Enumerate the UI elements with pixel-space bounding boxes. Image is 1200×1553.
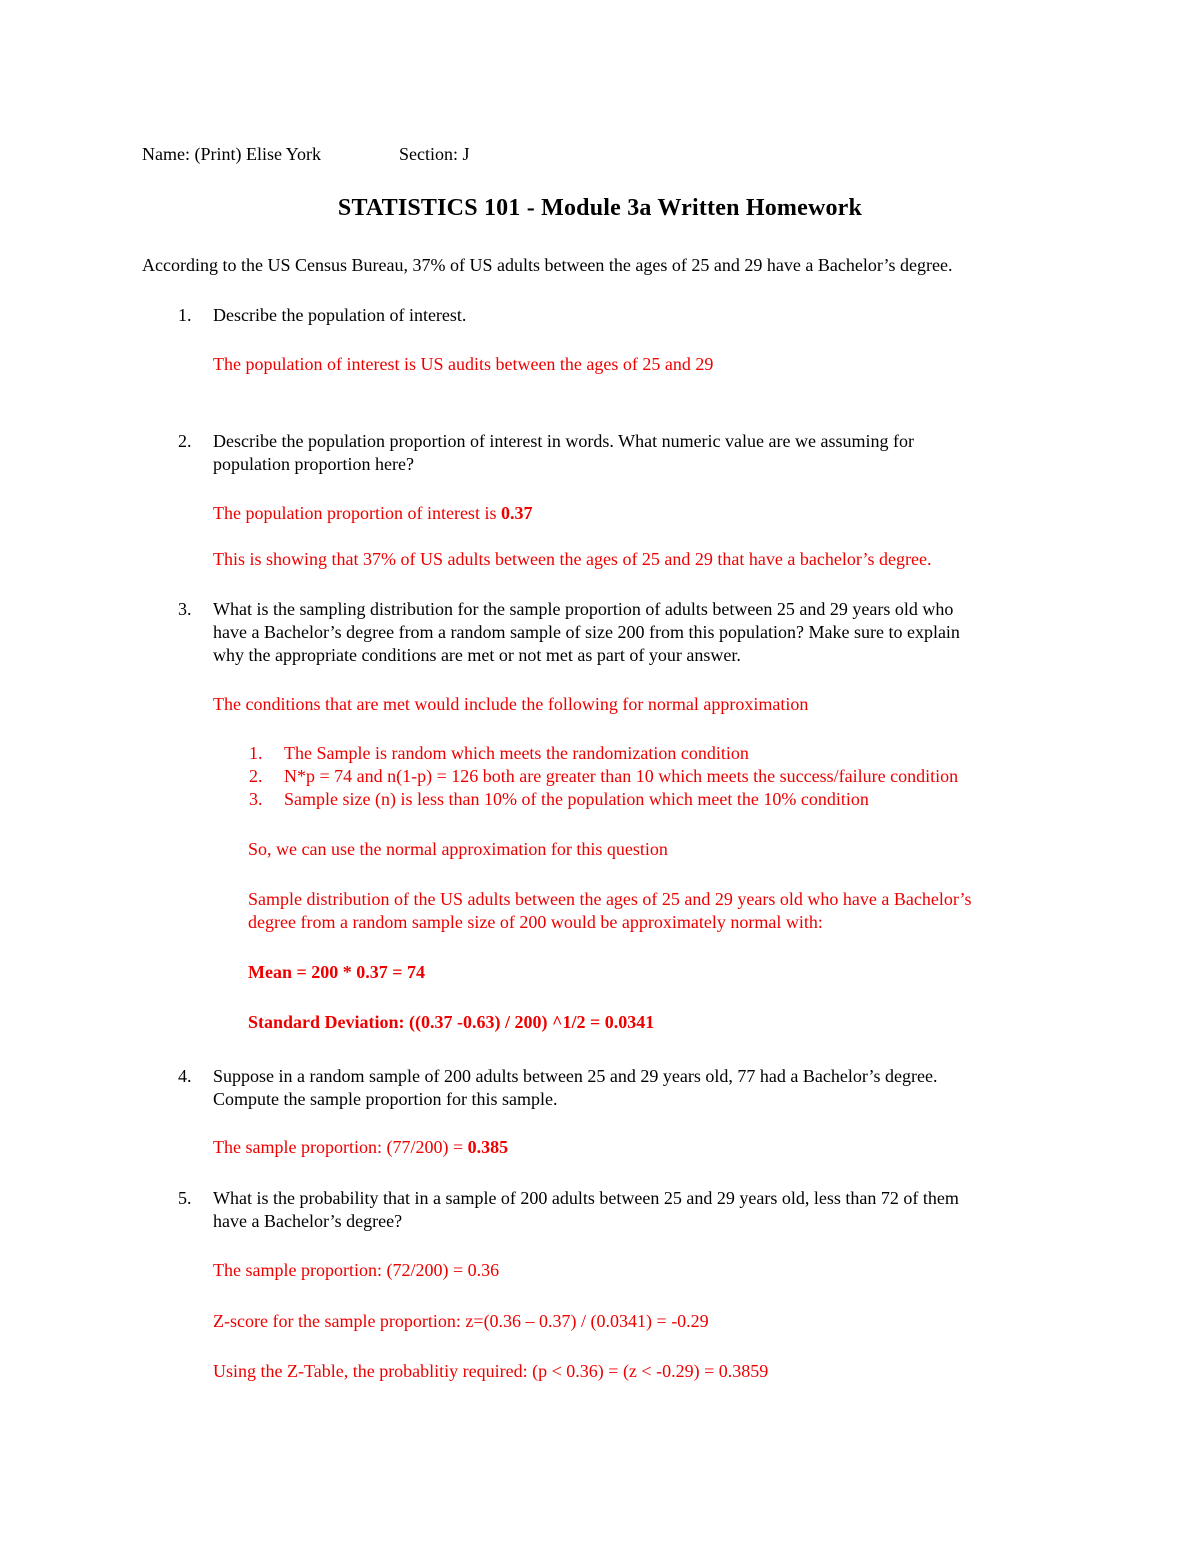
condition-number: 2. bbox=[249, 766, 263, 786]
answer-text: Using the Z-Table, the probablitiy required: (p < 0.36) = (z < -0.29) = 0.3859 bbox=[213, 1361, 769, 1381]
question-number: 3. bbox=[178, 599, 192, 619]
sd-formula: Standard Deviation: ((0.37 -0.63) / 200) ^1/2 = 0.0341 bbox=[248, 1012, 655, 1032]
condition-number: 3. bbox=[249, 789, 263, 809]
answer-text: degree from a random sample size of 200 would be approximately normal with: bbox=[248, 912, 823, 932]
mean-formula: Mean = 200 * 0.37 = 74 bbox=[248, 962, 426, 982]
question-text: What is the probability that in a sample of 200 adults between 25 and 29 years old, less than 72 of them bbox=[213, 1188, 959, 1208]
question-text: Describe the population proportion of interest in words. What numeric value are we assuming for bbox=[213, 431, 914, 451]
question-text: What is the sampling distribution for the sample proportion of adults between 25 and 29 years old who bbox=[213, 599, 954, 619]
question-text: why the appropriate conditions are met or not met as part of your answer. bbox=[213, 645, 741, 665]
question-text: Describe the population of interest. bbox=[213, 305, 467, 325]
answer-value: 0.385 bbox=[467, 1137, 509, 1157]
condition-number: 1. bbox=[249, 743, 263, 763]
question-number: 2. bbox=[178, 431, 192, 451]
answer-text: The conditions that are met would include the following for normal approximation bbox=[213, 694, 809, 714]
page-title: STATISTICS 101 - Module 3a Written Homework bbox=[337, 195, 863, 221]
answer-value: 0.37 bbox=[500, 503, 533, 523]
question-text: have a Bachelor’s degree from a random sample of size 200 from this population? Make sure to explain bbox=[213, 622, 960, 642]
question-text: Suppose in a random sample of 200 adults between 25 and 29 years old, 77 had a Bachelor’s degree. bbox=[213, 1066, 938, 1086]
answer-text: Sample distribution of the US adults between the ages of 25 and 29 years old who have a Bachelor’s bbox=[248, 889, 972, 909]
answer-text bbox=[213, 1136, 508, 1159]
condition-text: N*p = 74 and n(1-p) = 126 both are greater than 10 which meets the success/failure condition bbox=[284, 766, 959, 786]
answer-text: So, we can use the normal approximation for this question bbox=[248, 839, 668, 859]
question-number: 4. bbox=[178, 1066, 192, 1086]
answer-text: The population of interest is US audits between the ages of 25 and 29 bbox=[213, 354, 714, 374]
question-number: 1. bbox=[178, 305, 192, 325]
question-text: population proportion here? bbox=[213, 454, 414, 474]
condition-text: Sample size (n) is less than 10% of the population which meet the 10% condition bbox=[284, 789, 869, 809]
question-number: 5. bbox=[178, 1188, 192, 1208]
name-field: Name: (Print) Elise York bbox=[142, 144, 321, 164]
answer-text: The sample proportion: (72/200) = 0.36 bbox=[213, 1260, 500, 1280]
condition-text: The Sample is random which meets the randomization condition bbox=[284, 743, 749, 763]
intro-paragraph: According to the US Census Bureau, 37% of US adults between the ages of 25 and 29 have a Bachelor’s degree. bbox=[142, 255, 953, 275]
answer-prefix: The sample proportion: (77/200) = bbox=[213, 1137, 468, 1157]
question-text: Compute the sample proportion for this sample. bbox=[213, 1089, 558, 1109]
answer-text bbox=[213, 502, 532, 525]
answer-text: Z-score for the sample proportion: z=(0.36 – 0.37) / (0.0341) = -0.29 bbox=[213, 1311, 709, 1331]
answer-prefix: The population proportion of interest is bbox=[213, 503, 501, 523]
question-text: have a Bachelor’s degree? bbox=[213, 1211, 403, 1231]
section-field: Section: J bbox=[399, 144, 470, 164]
answer-text: This is showing that 37% of US adults between the ages of 25 and 29 that have a bachelor’s degree. bbox=[213, 549, 932, 569]
